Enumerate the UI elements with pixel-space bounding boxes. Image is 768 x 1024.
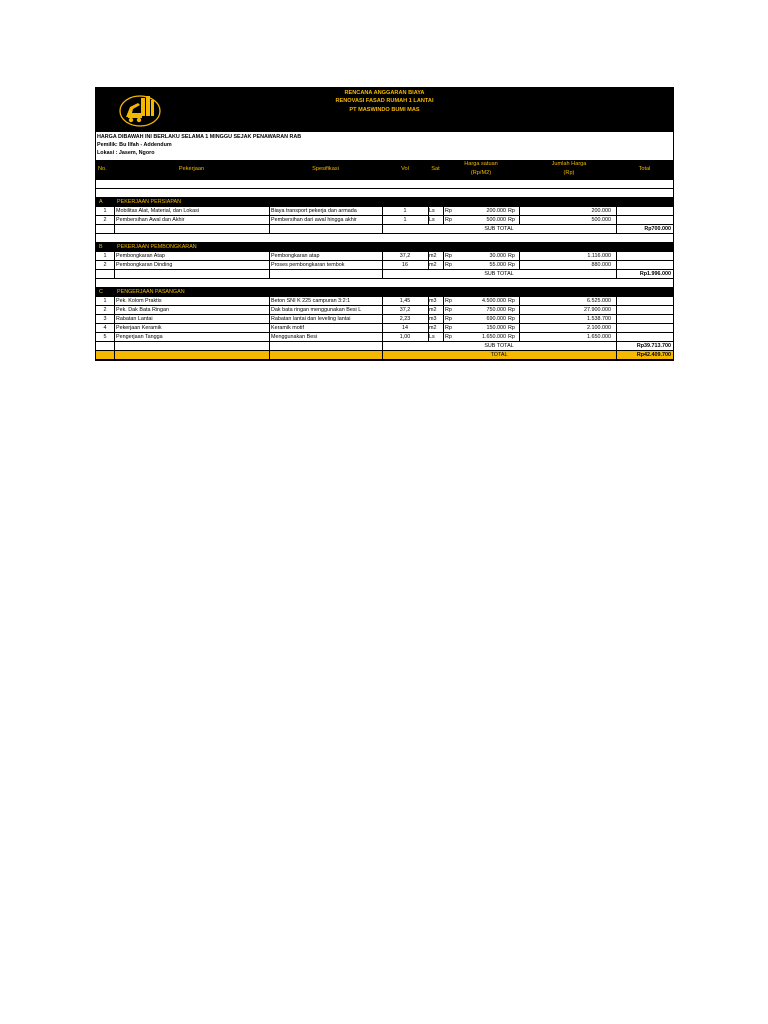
row-no: 1 [103, 298, 107, 304]
cell-divider [269, 297, 270, 305]
cell-divider [443, 297, 444, 305]
cell-divider [114, 252, 115, 260]
row-rp2: Rp [508, 298, 515, 304]
table-row [96, 333, 673, 342]
title-line-3: PT MASWINDO BUMI MAS [349, 106, 420, 113]
cell-divider [269, 315, 270, 323]
row-sat: m2 [429, 325, 437, 331]
row-jumlah: 1.650.000 [587, 334, 611, 340]
col-total: Total [638, 166, 651, 172]
cell-divider [269, 225, 270, 233]
rab-sheet [95, 87, 674, 361]
cell-divider [114, 351, 115, 359]
row-harga: 500.000 [486, 217, 506, 223]
subtotal-value: Rp1.996.000 [639, 271, 671, 277]
location-line: Lokasi : Jasem, Ngoro [97, 150, 155, 156]
cell-divider [269, 207, 270, 215]
section-header [96, 198, 673, 207]
grand-total-label: TOTAL [490, 352, 508, 358]
row-sat: m3 [429, 316, 437, 322]
row-pekerjaan: Pengerjaan Tangga [116, 334, 163, 340]
row-rp: Rp [445, 325, 452, 331]
row-spesifikasi: Rabatan lantai dan leveling lantai [271, 316, 351, 322]
title-line-1: RENCANA ANGGARAN BIAYA [344, 90, 425, 96]
row-rp: Rp [445, 307, 452, 313]
section-code: C [99, 289, 103, 295]
row-rp: Rp [445, 262, 452, 268]
cell-divider [269, 333, 270, 341]
cell-divider [269, 252, 270, 260]
row-vol: 37,2 [399, 307, 411, 313]
subtotal-value: Rp39.713.700 [636, 343, 671, 349]
col-spesifikasi: Spesifikasi [312, 166, 339, 172]
row-rp2: Rp [508, 208, 515, 214]
row-pekerjaan: Mobilitas Alat, Material, dan Lokasi [116, 208, 199, 214]
blank-row [96, 189, 673, 198]
section-code: B [99, 244, 103, 250]
cell-divider [443, 333, 444, 341]
row-no: 2 [103, 262, 107, 268]
header-banner [96, 88, 673, 132]
row-spesifikasi: Biaya transport pekerja dan armada [271, 208, 357, 214]
subtotal-row [96, 225, 673, 234]
col-pekerjaan: Pekerjaan [178, 166, 205, 172]
spacer-row [96, 180, 673, 189]
row-vol: 1 [403, 208, 407, 214]
table-row [96, 306, 673, 315]
row-harga: 1.650.000 [482, 334, 506, 340]
owner-line: Pemilik: Bu Ilfah - Addendum [97, 142, 172, 148]
row-spesifikasi: Keramik motif [271, 325, 304, 331]
section-header [96, 243, 673, 252]
row-harga: 150.000 [486, 325, 506, 331]
section-title: PEKERJAAN PERSIAPAN [117, 199, 182, 205]
row-pekerjaan: Rabatan Lantai [116, 316, 153, 322]
table-row [96, 216, 673, 225]
cell-divider [616, 333, 617, 341]
row-vol: 1 [403, 217, 407, 223]
cell-divider [114, 333, 115, 341]
cell-divider [269, 351, 270, 359]
row-jumlah: 200.000 [591, 208, 611, 214]
row-sat: m2 [429, 307, 437, 313]
col-no: No. [98, 166, 107, 172]
row-harga: 200.000 [486, 208, 506, 214]
row-jumlah: 500.000 [591, 217, 611, 223]
cell-divider [269, 342, 270, 350]
cell-divider [114, 315, 115, 323]
row-sat: m2 [429, 262, 437, 268]
row-rp2: Rp [508, 325, 515, 331]
cell-divider [269, 270, 270, 278]
cell-divider [616, 306, 617, 314]
col-harga-satuan-unit: (Rp/M2) [470, 170, 492, 176]
row-pekerjaan: Pembersihan Awal dan Akhir [116, 217, 185, 223]
col-sat: Sat [431, 166, 440, 172]
validity-notice: HARGA DIBAWAH INI BERLAKU SELAMA 1 MINGGU SEJAK PENAWARAN RAB [97, 134, 302, 140]
subtotal-label: SUB TOTAL [484, 343, 514, 349]
row-harga: 750.000 [486, 307, 506, 313]
cell-divider [114, 324, 115, 332]
cell-divider [443, 261, 444, 269]
table-row [96, 252, 673, 261]
row-spesifikasi: Menggunakan Besi [271, 334, 318, 340]
section-header [96, 288, 673, 297]
row-sat: Ls [429, 217, 435, 223]
cell-divider [114, 261, 115, 269]
row-rp: Rp [445, 253, 452, 259]
row-vol: 14 [402, 325, 408, 331]
row-jumlah: 2.100.000 [587, 325, 611, 331]
cell-divider [114, 216, 115, 224]
row-vol: 37,2 [399, 253, 411, 259]
row-vol: 1,00 [399, 334, 411, 340]
col-harga-satuan: Harga satuan [464, 161, 498, 167]
table-row [96, 261, 673, 270]
cell-divider [616, 315, 617, 323]
row-rp2: Rp [508, 334, 515, 340]
row-spesifikasi: Pembersihan dari awal hingga akhir [271, 217, 357, 223]
table-row [96, 315, 673, 324]
cell-divider [443, 315, 444, 323]
section-code: A [99, 199, 103, 205]
cell-divider [443, 216, 444, 224]
cell-divider [616, 207, 617, 215]
subtotal-row [96, 270, 673, 279]
row-harga: 690.000 [486, 316, 506, 322]
row-no: 4 [103, 325, 107, 331]
row-jumlah: 880.000 [591, 262, 611, 268]
row-no: 3 [103, 316, 107, 322]
row-rp: Rp [445, 217, 452, 223]
row-harga: 4.500.000 [482, 298, 506, 304]
row-rp2: Rp [508, 262, 515, 268]
cell-divider [114, 270, 115, 278]
row-rp2: Rp [508, 307, 515, 313]
cell-divider [616, 261, 617, 269]
row-pekerjaan: Pek. Kolom Praktis [116, 298, 162, 304]
info-block [96, 132, 673, 160]
grand-total-value: Rp42.409.700 [636, 352, 671, 358]
row-spesifikasi: Proses pembongkaran tembok [271, 262, 345, 268]
row-jumlah: 1.538.700 [587, 316, 611, 322]
cell-divider [114, 342, 115, 350]
table-row [96, 324, 673, 333]
blank-row [96, 234, 673, 243]
cell-divider [269, 306, 270, 314]
cell-divider [616, 324, 617, 332]
row-rp2: Rp [508, 217, 515, 223]
row-rp2: Rp [508, 253, 515, 259]
col-jumlah-unit: (Rp) [563, 170, 575, 176]
row-vol: 16 [402, 262, 408, 268]
cell-divider [616, 216, 617, 224]
row-jumlah: 1.116.000 [587, 253, 611, 259]
row-rp: Rp [445, 316, 452, 322]
row-jumlah: 6.525.000 [587, 298, 611, 304]
row-spesifikasi: Dak bata ringan menggunakan Besi L [271, 307, 362, 313]
row-rp: Rp [445, 334, 452, 340]
title-line-2: RENOVASI FASAD RUMAH 1 LANTAI [335, 98, 434, 105]
table-body [96, 189, 673, 360]
row-vol: 1,45 [399, 298, 411, 304]
table-header [96, 160, 673, 180]
row-rp2: Rp [508, 316, 515, 322]
grand-total-row [96, 351, 673, 360]
section-title: PENGERJAAN PASANGAN [117, 289, 185, 295]
blank-row [96, 279, 673, 288]
row-pekerjaan: Pembongkaran Dinding [116, 262, 173, 268]
row-no: 5 [103, 334, 107, 340]
row-no: 2 [103, 307, 107, 313]
cell-divider [114, 306, 115, 314]
row-sat: m2 [429, 253, 437, 259]
cell-divider [114, 225, 115, 233]
row-no: 1 [103, 253, 107, 259]
cell-divider [443, 252, 444, 260]
row-jumlah: 27.900.000 [584, 307, 611, 313]
cell-divider [443, 324, 444, 332]
row-no: 2 [103, 217, 107, 223]
cell-divider [616, 252, 617, 260]
header-titles [96, 89, 673, 114]
row-sat: m3 [429, 298, 437, 304]
row-pekerjaan: Pembongkaran Atap [116, 253, 165, 259]
table-row [96, 207, 673, 216]
row-sat: Ls [429, 334, 435, 340]
row-rp: Rp [445, 298, 452, 304]
subtotal-row [96, 342, 673, 351]
subtotal-label: SUB TOTAL [484, 271, 514, 277]
row-harga: 30.000 [489, 253, 506, 259]
row-spesifikasi: Beton SNI K 225 campuran 3:2:1 [271, 298, 351, 304]
cell-divider [114, 297, 115, 305]
cell-divider [269, 261, 270, 269]
section-title: PEKERJAAN PEMBONGKARAN [117, 244, 197, 250]
row-sat: Ls [429, 208, 435, 214]
row-spesifikasi: Pembongkaran atap [271, 253, 320, 259]
cell-divider [114, 207, 115, 215]
cell-divider [269, 324, 270, 332]
col-vol: Vol [401, 166, 409, 172]
cell-divider [269, 216, 270, 224]
table-row [96, 297, 673, 306]
cell-divider [616, 297, 617, 305]
row-vol: 2,23 [399, 316, 411, 322]
row-harga: 55.000 [489, 262, 506, 268]
row-no: 1 [103, 208, 107, 214]
row-rp: Rp [445, 208, 452, 214]
row-pekerjaan: Pekerjaan Keramik [116, 325, 162, 331]
cell-divider [443, 207, 444, 215]
cell-divider [443, 306, 444, 314]
row-pekerjaan: Pek. Dak Bata Ringan [116, 307, 170, 313]
subtotal-value: Rp700.000 [644, 226, 671, 232]
col-jumlah: Jumlah Harga [551, 161, 587, 167]
subtotal-label: SUB TOTAL [484, 226, 514, 232]
